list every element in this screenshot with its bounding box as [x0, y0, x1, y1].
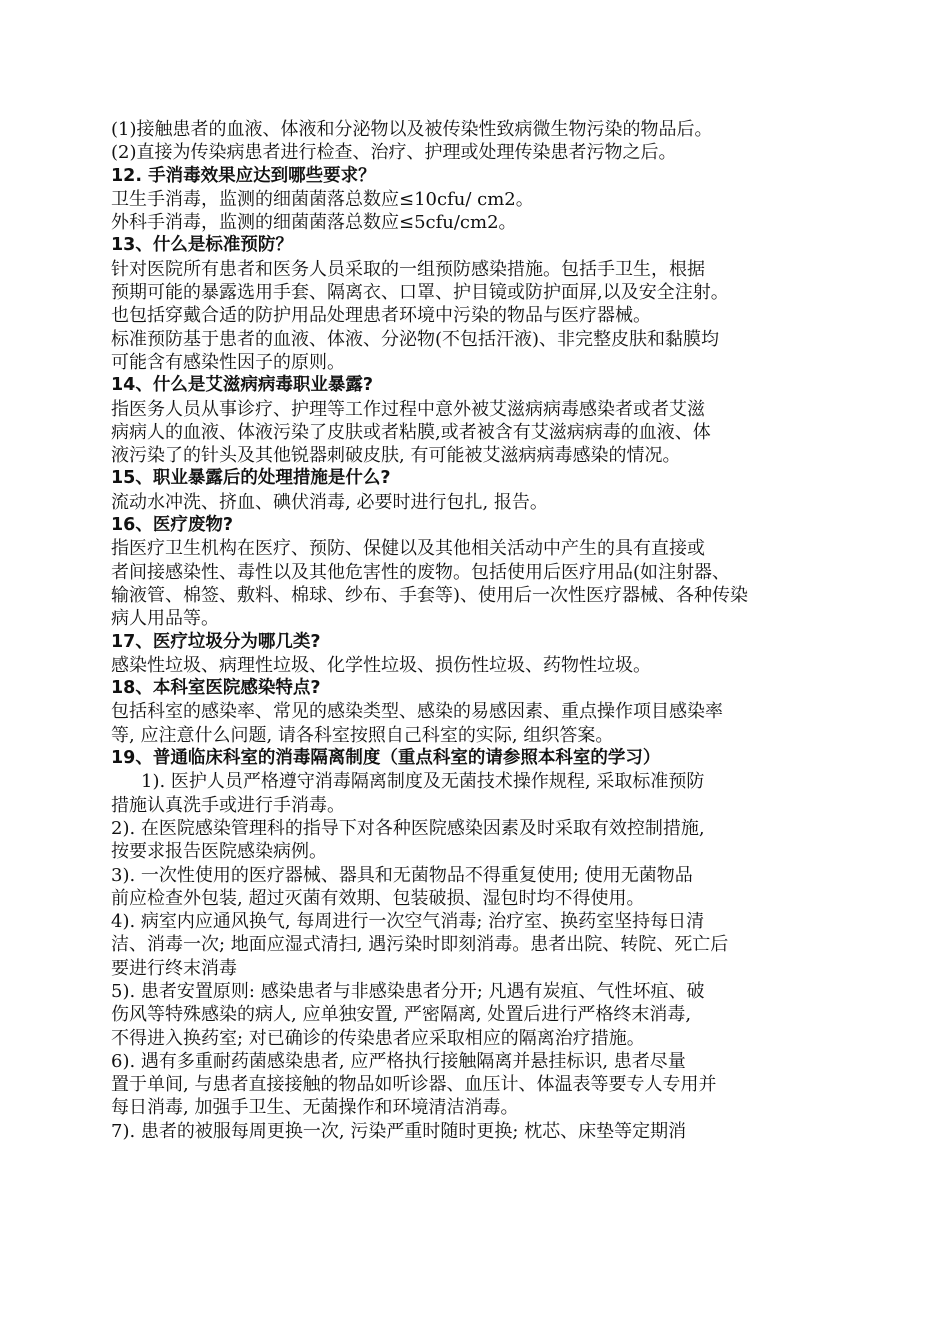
text-line: (2)直接为传染病患者进行检查、治疗、护理或处理传染患者污物之后。 — [111, 142, 677, 164]
section-heading: 19、普通临床科室的消毒隔离制度（重点科室的请参照本科室的学习） — [111, 748, 661, 769]
section-heading: 13、什么是标准预防？ — [111, 235, 293, 256]
text-line: 7). 患者的被服每周更换一次, 污染严重时随时更换; 枕芯、床垫等定期消 — [111, 1120, 687, 1142]
text-line: 不得进入换药室; 对已确诊的传染患者应采取相应的隔离治疗措施。 — [111, 1027, 645, 1049]
section-heading: 18、本科室医院感染特点? — [111, 678, 321, 699]
text-line: 感染性垃圾、病理性垃圾、化学性垃圾、损伤性垃圾、药物性垃圾。 — [111, 654, 651, 676]
document-page — [111, 118, 856, 1143]
text-line: 者间接感染性、毒性以及其他危害性的废物。包括使用后医疗用品(如注射器、 — [111, 561, 731, 583]
text-line: 4). 病室内应通风换气, 每周进行一次空气消毒; 治疗室、换药室坚持每日清 — [111, 911, 705, 933]
text-line: 可能含有感染性因子的原则。 — [111, 351, 345, 373]
section-heading: 14、什么是艾滋病病毒职业暴露? — [111, 375, 374, 396]
text-line: 包括科室的感染率、常见的感染类型、感染的易感因素、重点操作项目感染率 — [111, 701, 723, 723]
text-line: 2). 在医院感染管理科的指导下对各种医院感染因素及时采取有效控制措施, — [111, 817, 705, 839]
text-line: 病病人的血液、体液污染了皮肤或者粘膜,或者被含有艾滋病病毒的血液、体 — [111, 421, 711, 443]
text-line: 预期可能的暴露选用手套、隔离衣、口罩、护目镜或防护面屏,以及安全注射。 — [111, 282, 729, 304]
text-line: 指医务人员从事诊疗、护理等工作过程中意外被艾滋病病毒感染者或者艾滋 — [111, 398, 705, 420]
text-line: 伤风等特殊感染的病人, 应单独安置, 严密隔离, 处置后进行严格终末消毒, — [111, 1004, 692, 1026]
text-line: 6). 遇有多重耐药菌感染患者, 应严格执行接触隔离并悬挂标识, 患者尽量 — [111, 1050, 686, 1072]
text-line: (1)接触患者的血液、体液和分泌物以及被传染性致病微生物污染的物品后。 — [111, 119, 713, 140]
text-line: 措施认真洗手或进行手消毒。 — [111, 794, 345, 816]
section-heading: 17、医疗垃圾分为哪几类? — [111, 631, 321, 652]
text-line: 指医疗卫生机构在医疗、预防、保健以及其他相关活动中产生的具有直接或 — [111, 538, 705, 560]
section-heading: 16、医疗废物? — [111, 515, 234, 536]
section-heading: 12. 手消毒效果应达到哪些要求？ — [111, 165, 376, 186]
text-line: 病人用品等。 — [111, 608, 219, 630]
text-line: 标准预防基于患者的血液、体液、分泌物(不包括汗液)、非完整皮肤和黏膜均 — [111, 328, 720, 350]
text-line: 输液管、棉签、敷料、棉球、纱布、手套等)、使用后一次性医疗器械、各种传染 — [111, 584, 749, 606]
text-line: 流动水冲洗、挤血、碘伏消毒, 必要时进行包扎, 报告。 — [111, 491, 548, 513]
text-line: 3). 一次性使用的医疗器械、器具和无菌物品不得重复使用; 使用无菌物品 — [111, 864, 693, 886]
text-line: 前应检查外包装, 超过灭菌有效期、包装破损、湿包时均不得使用。 — [111, 887, 645, 909]
text-line: 等, 应注意什么问题, 请各科室按照自己科室的实际, 组织答案。 — [111, 724, 614, 746]
text-line: 洁、消毒一次; 地面应湿式清扫, 遇污染时即刻消毒。患者出院、转院、死亡后 — [111, 934, 729, 956]
section-heading: 15、职业暴露后的处理措施是什么? — [111, 468, 391, 489]
text-line: 置于单间, 与患者直接接触的物品如听诊器、血压计、体温表等要专人专用并 — [111, 1074, 717, 1096]
text-line: 1). 医护人员严格遵守消毒隔离制度及无菌技术操作规程, 采取标准预防 — [141, 771, 705, 793]
text-line: 要进行终末消毒 — [111, 957, 237, 979]
text-line: 每日消毒, 加强手卫生、无菌操作和环境清洁消毒。 — [111, 1097, 519, 1119]
text-line: 液污染了的针头及其他锐器刺破皮肤, 有可能被艾滋病病毒感染的情况。 — [111, 445, 681, 467]
text-line: 针对医院所有患者和医务人员采取的一组预防感染措施。包括手卫生，根据 — [111, 258, 705, 280]
text-line: 5). 患者安置原则: 感染患者与非感染患者分开; 凡遇有炭疽、气性坏疽、破 — [111, 980, 705, 1002]
text-line: 外科手消毒，监测的细菌菌落总数应≤5cfu/cm2。 — [111, 212, 517, 234]
text-line: 按要求报告医院感染病例。 — [111, 841, 327, 863]
text-line: 卫生手消毒，监测的细菌菌落总数应≤10cfu/ cm2。 — [111, 188, 534, 210]
text-line: 也包括穿戴合适的防护用品处理患者环境中污染的物品与医疗器械。 — [111, 305, 651, 327]
